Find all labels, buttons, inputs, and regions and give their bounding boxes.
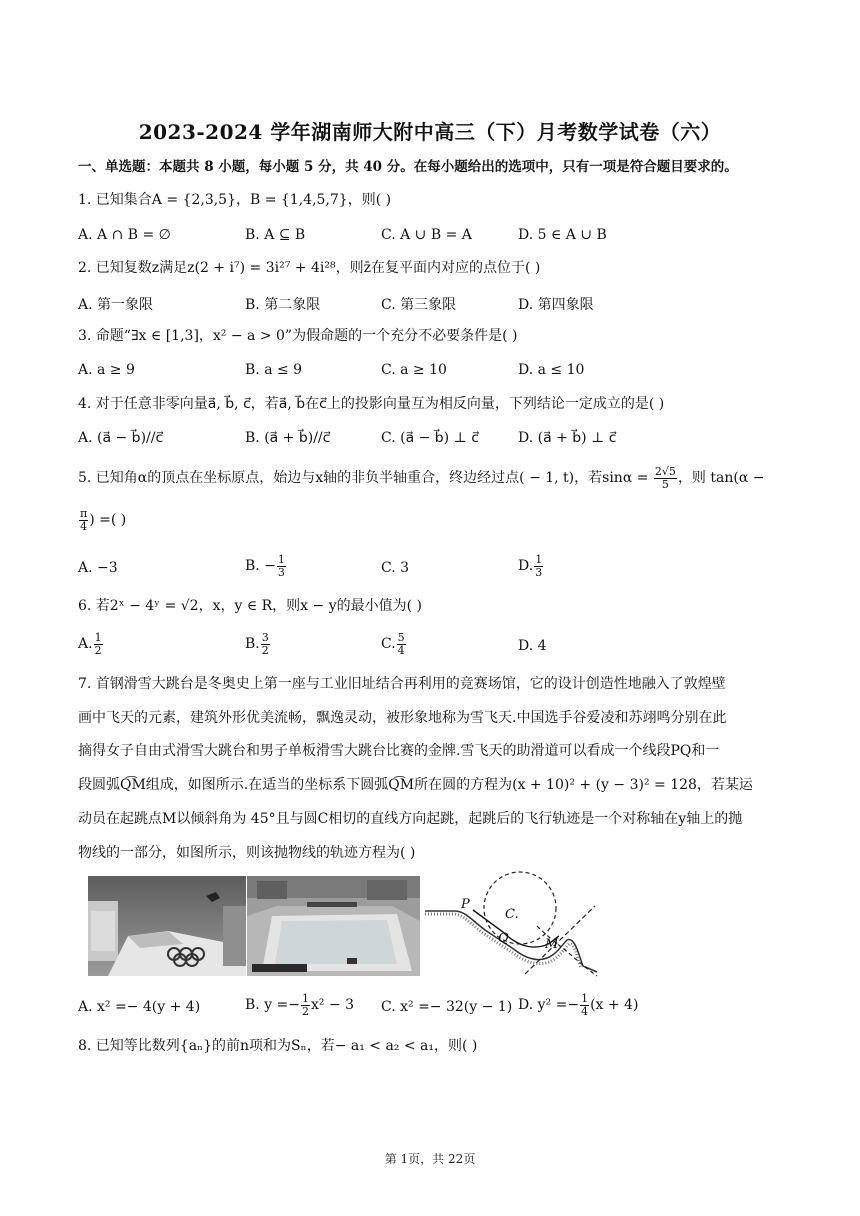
q5-d-num: 1	[535, 553, 543, 566]
q7-option-b	[245, 993, 354, 1017]
question-6-stem: 6. 若2ˣ − 4ʸ = √2，x，y ∈ R，则x − y的最小值为( )	[78, 598, 422, 614]
q2-option-c: C. 第三象限	[381, 297, 457, 313]
q7-option-a: A. x² =− 4(y + 4)	[78, 999, 201, 1015]
q5-stem-tail: ，则 tan(α −	[677, 470, 765, 487]
q7-b-den: 2	[302, 1004, 310, 1018]
ski-jump-photo-1-image	[88, 876, 246, 976]
q5-pi-den: 4	[80, 519, 88, 533]
q7-d-den: 4	[581, 1004, 589, 1018]
ski-jump-photo-1	[88, 876, 246, 976]
q4-option-c: C. (a⃗ − b⃗) ⊥ c⃗	[381, 430, 479, 446]
label-m: M	[545, 937, 559, 952]
tangent-line	[525, 906, 595, 974]
question-3-stem: 3. 命题“∃x ∈ [1,3]，x² − a > 0”为假命题的一个充分不必要条件是( )	[78, 328, 518, 344]
ski-jump-diagram	[425, 866, 605, 978]
q6-option-c	[381, 632, 407, 656]
q1-option-d: D. 5 ∈ A ∪ B	[518, 227, 607, 243]
q3-option-b: B. a ≤ 9	[245, 362, 303, 378]
question-4-stem: 4. 对于任意非零向量a⃗, b⃗, c⃗，若a⃗, b⃗在c⃗上的投影向量互为相反向量，下列结论一定成立的是( )	[78, 396, 665, 412]
q5-b-prefix: B. −	[245, 558, 276, 575]
q6-option-d: D. 4	[518, 638, 547, 654]
q5-pi-fraction	[79, 508, 88, 532]
question-7-line-5: 动员在起跳点M以倾斜角为 45°且与圆C相切的直线方向起跳，起跳后的飞行轨迹是一个对称轴在y轴上的抛	[78, 811, 743, 827]
q6-b-num: 3	[261, 631, 269, 644]
q3-option-d: D. a ≤ 10	[518, 362, 585, 378]
q6-a-prefix: A.	[78, 636, 93, 653]
q5-d-fraction	[534, 554, 543, 578]
question-8-stem: 8. 已知等比数列{aₙ}的前n项和为Sₙ，若− a₁ < a₂ < a₁，则( )	[78, 1038, 478, 1054]
q2-option-d: D. 第四象限	[518, 297, 594, 313]
exam-title: 2023-2024 学年湖南师大附中高三（下）月考数学试卷（六）	[138, 120, 722, 144]
ski-jump-photo-2-image	[247, 876, 420, 976]
question-5-stem-line2	[78, 508, 126, 532]
label-p: P	[461, 897, 470, 912]
q2-option-b: B. 第二象限	[245, 297, 321, 313]
label-q: Q	[498, 931, 509, 946]
q5-option-c: C. 3	[381, 560, 410, 576]
q6-c-den: 4	[397, 643, 405, 657]
q1-option-a: A. A ∩ B = ∅	[78, 227, 171, 243]
q7-b-prefix: B. y =−	[245, 997, 301, 1014]
q3-option-c: C. a ≥ 10	[381, 362, 447, 378]
q5-option-d	[518, 554, 544, 578]
page-footer: 第 1页，共 22页	[384, 1152, 476, 1166]
q5-b-den: 3	[277, 565, 285, 579]
q7-b-num: 1	[302, 992, 310, 1005]
q7-d-fraction	[580, 993, 589, 1017]
q5-option-b	[245, 554, 287, 578]
q7-b-tail: x² − 3	[311, 997, 355, 1014]
question-7-line-1: 7. 首钢滑雪大跳台是冬奥史上第一座与工业旧址结合再利用的竞赛场馆，它的设计创造性地融入了敦煌壁	[78, 676, 726, 692]
q5-d-den: 3	[535, 565, 543, 579]
q6-c-fraction	[397, 632, 406, 656]
q6-b-den: 2	[261, 643, 269, 657]
q6-a-fraction	[94, 632, 103, 656]
q6-c-num: 5	[397, 631, 405, 644]
q1-option-c: C. A ∪ B = A	[381, 227, 472, 243]
q5-option-a: A. −3	[78, 560, 118, 576]
q4-option-d: D. (a⃗ + b⃗) ⊥ c⃗	[518, 430, 617, 446]
q7-option-d	[518, 993, 638, 1017]
q5-d-prefix: D.	[518, 558, 534, 575]
section-heading: 一、单选题：本题共 8 小题，每小题 5 分，共 40 分。在每小题给出的选项中，只有一项是符合题目要求的。	[78, 159, 738, 175]
q6-a-den: 2	[94, 643, 102, 657]
q4-option-a: A. (a⃗ − b⃗)//c⃗	[78, 430, 164, 446]
q3-option-a: A. a ≥ 9	[78, 362, 135, 378]
question-7-line-4: 段圆弧Q͡M组成，如图所示.在适当的坐标系下圆弧Q͡M所在圆的方程为(x + 10)² + (y − 3)² = 128，若某运	[78, 777, 753, 793]
question-7-line-2: 画中飞天的元素，建筑外形优美流畅，飘逸灵动，被形象地称为雪飞天.中国选手谷爱凌和苏翊鸣分别在此	[78, 710, 727, 726]
question-7-line-3: 摘得女子自由式滑雪大跳台和男子单板滑雪大跳台比赛的金牌.雪飞天的助滑道可以看成一个线段PQ和一	[78, 743, 720, 759]
q5-b-num: 1	[277, 553, 285, 566]
q6-option-b	[245, 632, 271, 656]
ski-jump-photo-2	[247, 876, 420, 976]
q7-option-c: C. x² =− 32(y − 1)	[381, 999, 513, 1015]
q1-option-b: B. A ⊆ B	[245, 227, 306, 243]
q5-sin-num: 2√5	[654, 465, 676, 478]
question-5-stem-line1	[78, 466, 764, 490]
question-7-line-6: 物线的一部分，如图所示，则该抛物线的轨迹方程为( )	[78, 845, 416, 861]
q5-stem-text: 5. 已知角α的顶点在坐标原点，始边与x轴的非负半轴重合，终边经过点( − 1, t)，若sinα =	[78, 470, 649, 487]
q6-option-a	[78, 632, 104, 656]
q5-b-fraction	[277, 554, 286, 578]
q6-a-num: 1	[94, 631, 102, 644]
q5-sin-den: 5	[661, 477, 669, 491]
label-c: C.	[505, 907, 519, 922]
q5-pi-num: π	[80, 507, 88, 520]
q7-b-fraction	[301, 993, 310, 1017]
q7-d-prefix: D. y² =−	[518, 997, 580, 1014]
q4-option-b: B. (a⃗ + b⃗)//c⃗	[245, 430, 331, 446]
question-1-stem: 1. 已知集合A = {2,3,5}，B = {1,4,5,7}，则( )	[78, 192, 392, 208]
q7-d-num: 1	[581, 992, 589, 1005]
q6-c-prefix: C.	[381, 636, 396, 653]
q2-option-a: A. 第一象限	[78, 297, 154, 313]
q5-stem2-tail: ) =( )	[89, 512, 127, 529]
q6-b-fraction	[261, 632, 270, 656]
q7-d-tail: (x + 4)	[590, 997, 639, 1014]
q5-sin-fraction	[654, 466, 677, 490]
q6-b-prefix: B.	[245, 636, 260, 653]
question-2-stem: 2. 已知复数z满足z(2 + i⁷) = 3i²⁷ + 4i²⁸，则z̄在复平面内对应的点位于( )	[78, 260, 541, 276]
